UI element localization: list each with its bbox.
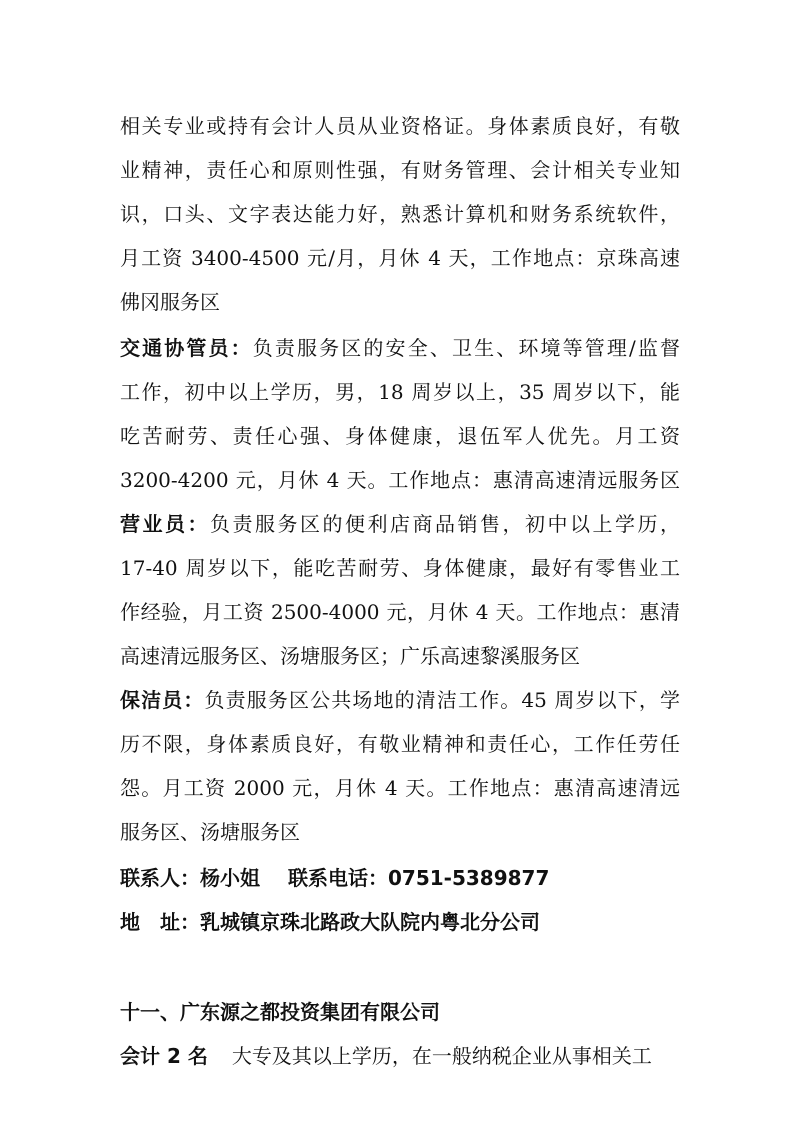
address-value: 乳城镇京珠北路政大队院内粤北分公司 [200, 910, 540, 934]
text-line: 佛冈服务区 [120, 290, 220, 314]
text-line: 3200-4200 元，月休 4 天。工作地点：惠清高速清远服务区 [120, 468, 680, 492]
text-line: 业精神，责任心和原则性强，有财务管理、会计相关专业知 [120, 158, 680, 182]
position-title: 会计 2 名 [120, 1044, 208, 1068]
section-position-line [120, 1034, 680, 1078]
text-line: 服务区、汤塘服务区 [120, 820, 300, 844]
job-title-cleaner: 保洁员： [120, 688, 205, 712]
job-title-traffic: 交通协管员： [120, 336, 253, 360]
contact-line [120, 856, 680, 900]
contact-phone: 联系电话：0751-5389877 [288, 866, 550, 890]
section-heading: 十一、广东源之都投资集团有限公司 [120, 1000, 440, 1024]
job-description: 负责服务区公共场地的清洁工作。45 周岁以下，学 [204, 688, 680, 712]
text-line: 识，口头、文字表达能力好，熟悉计算机和财务系统软件， [120, 202, 680, 226]
job-title-sales: 营业员： [120, 512, 210, 536]
text-line: 工作，初中以上学历，男，18 周岁以上，35 周岁以下，能 [120, 380, 680, 404]
address-line [120, 900, 680, 944]
address-label: 地 址： [120, 910, 200, 934]
text-line: 吃苦耐劳、责任心强、身体健康，退伍军人优先。月工资 [120, 424, 680, 448]
text-line: 高速清远服务区、汤塘服务区；广乐高速黎溪服务区 [120, 644, 580, 668]
job-description: 负责服务区的便利店商品销售，初中以上学历， [210, 512, 680, 536]
job-description: 负责服务区的安全、卫生、环境等管理/监督 [252, 336, 680, 360]
text-line: 历不限，身体素质良好，有敬业精神和责任心，工作任劳任 [120, 732, 680, 756]
text-line: 怨。月工资 2000 元，月休 4 天。工作地点：惠清高速清远 [120, 776, 680, 800]
job-sales-line [120, 502, 680, 546]
job-cleaner-line [120, 678, 680, 722]
text-line: 作经验，月工资 2500-4000 元，月休 4 天。工作地点：惠清 [120, 600, 680, 624]
text-line: 17-40 周岁以下，能吃苦耐劳、身体健康，最好有零售业工 [120, 556, 680, 580]
position-description: 大专及其以上学历，在一般纳税企业从事相关工 [231, 1044, 652, 1068]
text-line: 相关专业或持有会计人员从业资格证。身体素质良好，有敬 [120, 114, 680, 138]
text-line: 月工资 3400-4500 元/月，月休 4 天，工作地点：京珠高速 [120, 246, 680, 270]
job-traffic-line [120, 326, 680, 370]
contact-person: 联系人：杨小姐 [120, 866, 260, 890]
